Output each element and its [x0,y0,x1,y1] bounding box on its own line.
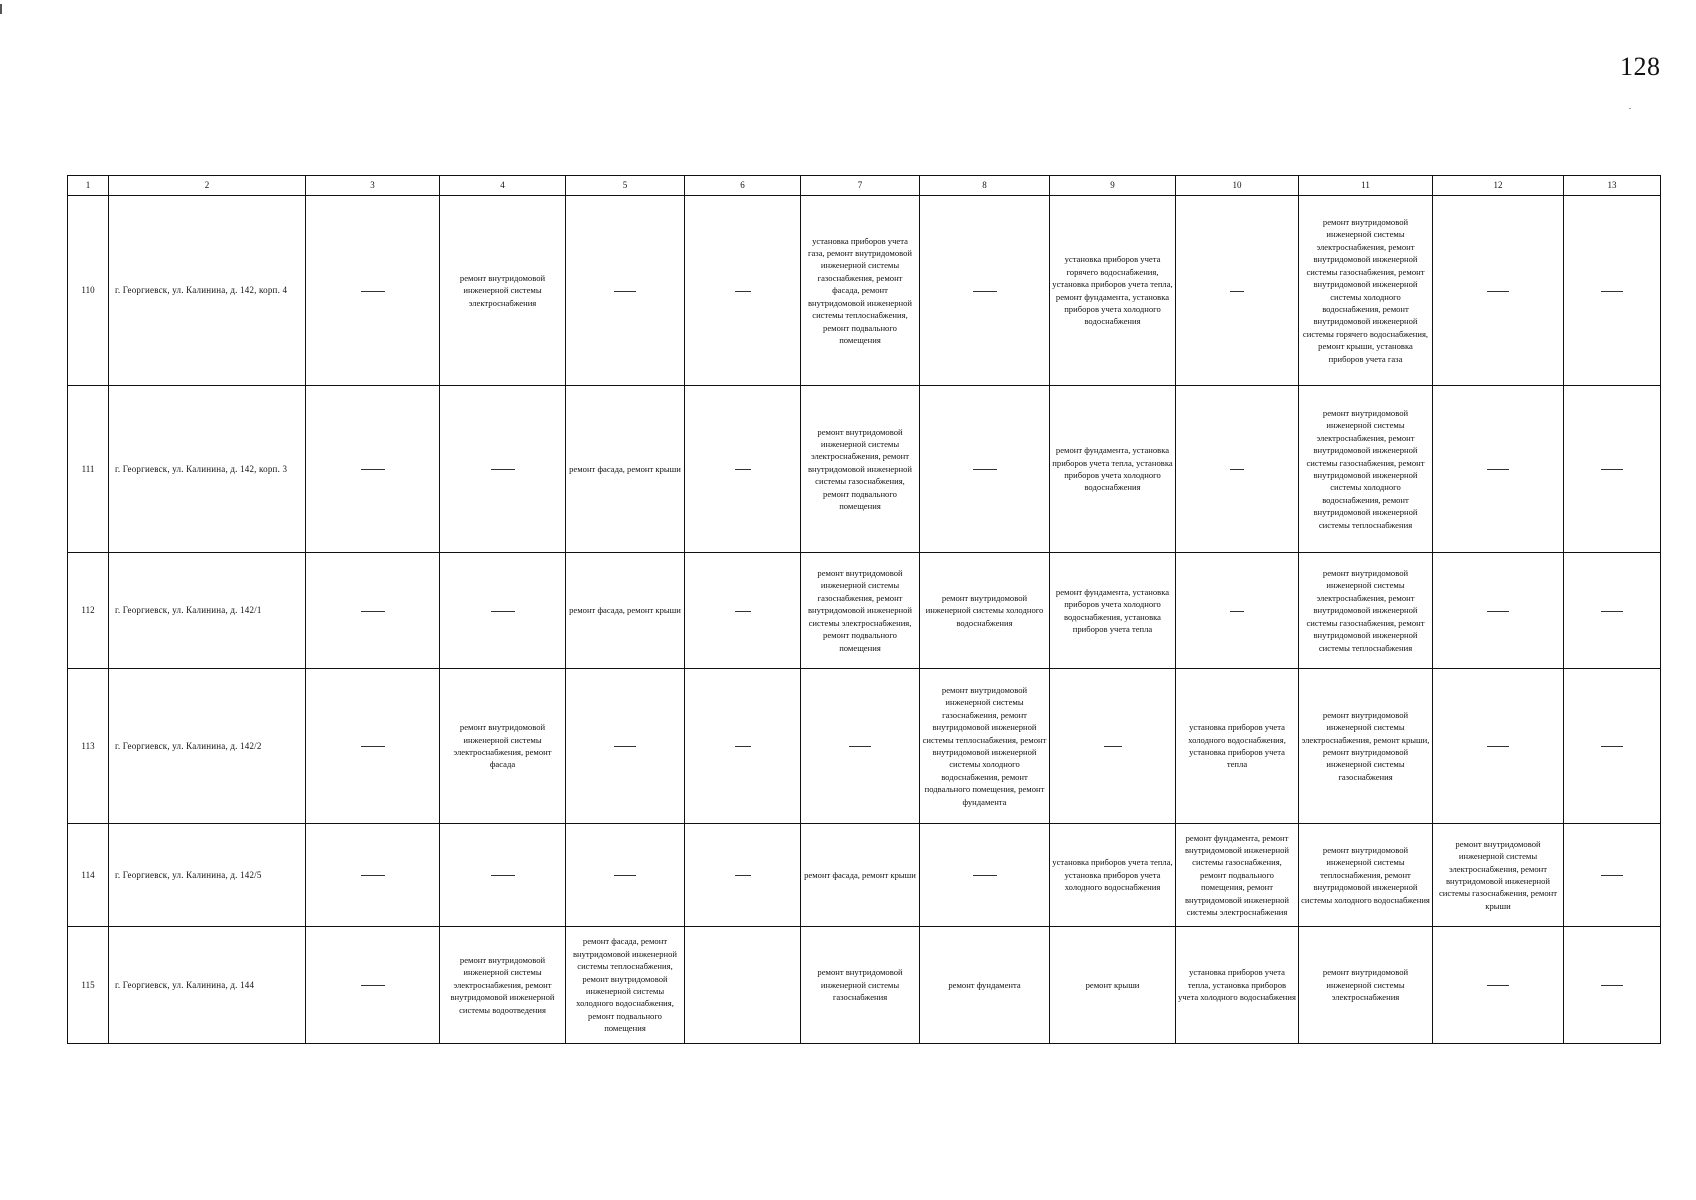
empty-dash-cell [801,669,920,824]
dash-mark [735,611,751,612]
column-header: 8 [920,176,1050,196]
empty-dash-cell [1564,669,1661,824]
page-number: 128 [1620,52,1661,81]
works-cell: установка приборов учета горячего водоснабжения, установка приборов учета тепла, ремонт фундамента, установка приборов учета холодного водоснабжения [1050,196,1176,386]
works-cell: ремонт внутридомовой инженерной системы электроснабжения, ремонт фасада [440,669,566,824]
dash-mark [973,291,997,292]
column-header: 9 [1050,176,1176,196]
column-header: 7 [801,176,920,196]
dash-mark [1104,746,1122,747]
works-cell: установка приборов учета тепла, установка приборов учета холодного водоснабжения [1050,824,1176,927]
works-cell: ремонт внутридомовой инженерной системы электроснабжения, ремонт внутридомовой инженерной системы газоснабжения, ремонт подвального помещения [801,386,920,553]
row-number-cell: 113 [68,669,109,824]
empty-dash-cell [920,196,1050,386]
empty-dash-cell [306,553,440,669]
empty-dash-cell [1433,196,1564,386]
table-row [68,824,1661,927]
works-cell: ремонт внутридомовой инженерной системы газоснабжения, ремонт внутридомовой инженерной системы теплоснабжения, ремонт внутридомовой инженерной системы холодного водоснабжения, ремонт подвального помещения, ремонт фундамента [920,669,1050,824]
dash-mark [735,746,751,747]
empty-dash-cell [685,824,801,927]
works-cell: установка приборов учета холодного водоснабжения, установка приборов учета тепла [1176,669,1299,824]
works-cell: ремонт внутридомовой инженерной системы электроснабжения, ремонт внутридомовой инженерной системы газоснабжения, ремонт внутридомовой инженерной системы холодного водоснабжения, ремонт внутридомовой инженерной системы теплоснабжения [1299,386,1433,553]
dash-mark [614,875,636,876]
works-cell: ремонт фасада, ремонт крыши [566,386,685,553]
column-header: 5 [566,176,685,196]
empty-dash-cell [1433,669,1564,824]
address-cell: г. Георгиевск, ул. Калинина, д. 144 [109,927,306,1044]
works-cell: ремонт внутридомовой инженерной системы электроснабжения [1299,927,1433,1044]
scan-dot [1629,108,1631,109]
empty-dash-cell [1176,386,1299,553]
dash-mark [1230,469,1244,470]
column-header: 1 [68,176,109,196]
dash-mark [1601,291,1623,292]
works-cell: ремонт внутридомовой инженерной системы газоснабжения, ремонт внутридомовой инженерной системы электроснабжения, ремонт подвального помещения [801,553,920,669]
dash-mark [1487,985,1509,986]
dash-mark [735,469,751,470]
dash-mark [1487,746,1509,747]
column-header: 3 [306,176,440,196]
address-cell: г. Георгиевск, ул. Калинина, д. 142/5 [109,824,306,927]
empty-cell [685,927,801,1044]
column-header: 4 [440,176,566,196]
works-cell: ремонт внутридомовой инженерной системы электроснабжения [440,196,566,386]
column-header: 13 [1564,176,1661,196]
empty-dash-cell [306,386,440,553]
empty-dash-cell [1176,196,1299,386]
dash-mark [1601,985,1623,986]
empty-dash-cell [566,824,685,927]
dash-mark [361,985,385,986]
works-cell: ремонт фундамента, ремонт внутридомовой инженерной системы газоснабжения, ремонт подвального помещения, ремонт внутридомовой инженерной системы электроснабжения [1176,824,1299,927]
works-cell: ремонт внутридомовой инженерной системы электроснабжения, ремонт внутридомовой инженерной системы газоснабжения, ремонт внутридомовой инженерной системы холодного водоснабжения, ремонт внутридомовой инженерной системы горячего водоснабжения, ремонт крыши, установка приборов учета газа [1299,196,1433,386]
works-cell: ремонт фундамента [920,927,1050,1044]
empty-dash-cell [440,386,566,553]
empty-dash-cell [1050,669,1176,824]
works-cell: ремонт фундамента, установка приборов учета тепла, установка приборов учета холодного водоснабжения [1050,386,1176,553]
dash-mark [491,611,515,612]
column-number-row [68,176,1661,196]
works-cell: ремонт внутридомовой инженерной системы газоснабжения [801,927,920,1044]
dash-mark [614,291,636,292]
row-number-cell: 111 [68,386,109,553]
works-cell: ремонт внутридомовой инженерной системы электроснабжения, ремонт крыши, ремонт внутридомовой инженерной системы газоснабжения [1299,669,1433,824]
empty-dash-cell [685,196,801,386]
dash-mark [849,746,871,747]
works-cell: ремонт фасада, ремонт внутридомовой инженерной системы теплоснабжения, ремонт внутридомовой инженерной системы холодного водоснабжения, ремонт подвального помещения [566,927,685,1044]
address-cell: г. Георгиевск, ул. Калинина, д. 142, корп. 4 [109,196,306,386]
empty-dash-cell [306,196,440,386]
works-cell: ремонт фундамента, установка приборов учета холодного водоснабжения, установка приборов учета тепла [1050,553,1176,669]
works-cell: ремонт крыши [1050,927,1176,1044]
dash-mark [1487,611,1509,612]
dash-mark [361,291,385,292]
empty-dash-cell [1433,553,1564,669]
dash-mark [1601,746,1623,747]
empty-dash-cell [685,386,801,553]
column-header: 10 [1176,176,1299,196]
works-cell: ремонт внутридомовой инженерной системы электроснабжения, ремонт внутридомовой инженерной системы водоотведения [440,927,566,1044]
dash-mark [614,746,636,747]
works-cell: установка приборов учета газа, ремонт внутридомовой инженерной системы газоснабжения, ремонт фасада, ремонт внутридомовой инженерной системы теплоснабжения, ремонт подвального помещения [801,196,920,386]
address-cell: г. Георгиевск, ул. Калинина, д. 142/2 [109,669,306,824]
dash-mark [973,469,997,470]
dash-mark [735,291,751,292]
dash-mark [1601,611,1623,612]
works-cell: ремонт внутридомовой инженерной системы теплоснабжения, ремонт внутридомовой инженерной системы холодного водоснабжения [1299,824,1433,927]
dash-mark [491,469,515,470]
table-row [68,196,1661,386]
row-number-cell: 112 [68,553,109,669]
empty-dash-cell [1564,927,1661,1044]
empty-dash-cell [1564,553,1661,669]
works-cell: ремонт внутридомовой инженерной системы электроснабжения, ремонт внутридомовой инженерной системы газоснабжения, ремонт крыши [1433,824,1564,927]
row-number-cell: 114 [68,824,109,927]
dash-mark [361,611,385,612]
empty-dash-cell [306,927,440,1044]
empty-dash-cell [920,386,1050,553]
column-header: 11 [1299,176,1433,196]
empty-dash-cell [1564,824,1661,927]
row-number-cell: 110 [68,196,109,386]
empty-dash-cell [306,669,440,824]
dash-mark [361,746,385,747]
address-cell: г. Георгиевск, ул. Калинина, д. 142/1 [109,553,306,669]
dash-mark [735,875,751,876]
empty-dash-cell [440,824,566,927]
column-header: 6 [685,176,801,196]
works-cell: ремонт внутридомовой инженерной системы электроснабжения, ремонт внутридомовой инженерной системы газоснабжения, ремонт внутридомовой инженерной системы теплоснабжения [1299,553,1433,669]
empty-dash-cell [920,824,1050,927]
address-cell: г. Георгиевск, ул. Калинина, д. 142, корп. 3 [109,386,306,553]
dash-mark [1230,611,1244,612]
table-row [68,386,1661,553]
empty-dash-cell [685,669,801,824]
works-cell: установка приборов учета тепла, установка приборов учета холодного водоснабжения [1176,927,1299,1044]
dash-mark [1601,469,1623,470]
works-cell: ремонт фасада, ремонт крыши [566,553,685,669]
column-header: 12 [1433,176,1564,196]
works-cell: ремонт внутридомовой инженерной системы холодного водоснабжения [920,553,1050,669]
row-number-cell: 115 [68,927,109,1044]
empty-dash-cell [1176,553,1299,669]
dash-mark [1230,291,1244,292]
dash-mark [1487,469,1509,470]
repair-schedule-table [67,175,1661,1044]
dash-mark [491,875,515,876]
empty-dash-cell [1564,386,1661,553]
empty-dash-cell [566,669,685,824]
empty-dash-cell [440,553,566,669]
empty-dash-cell [1433,386,1564,553]
empty-dash-cell [1433,927,1564,1044]
empty-dash-cell [1564,196,1661,386]
dash-mark [1487,291,1509,292]
table-row [68,669,1661,824]
dash-mark [1601,875,1623,876]
empty-dash-cell [685,553,801,669]
column-header: 2 [109,176,306,196]
empty-dash-cell [566,196,685,386]
scan-edge-mark [0,4,2,14]
dash-mark [973,875,997,876]
dash-mark [361,469,385,470]
table-row [68,553,1661,669]
empty-dash-cell [306,824,440,927]
works-cell: ремонт фасада, ремонт крыши [801,824,920,927]
table-row [68,927,1661,1044]
dash-mark [361,875,385,876]
